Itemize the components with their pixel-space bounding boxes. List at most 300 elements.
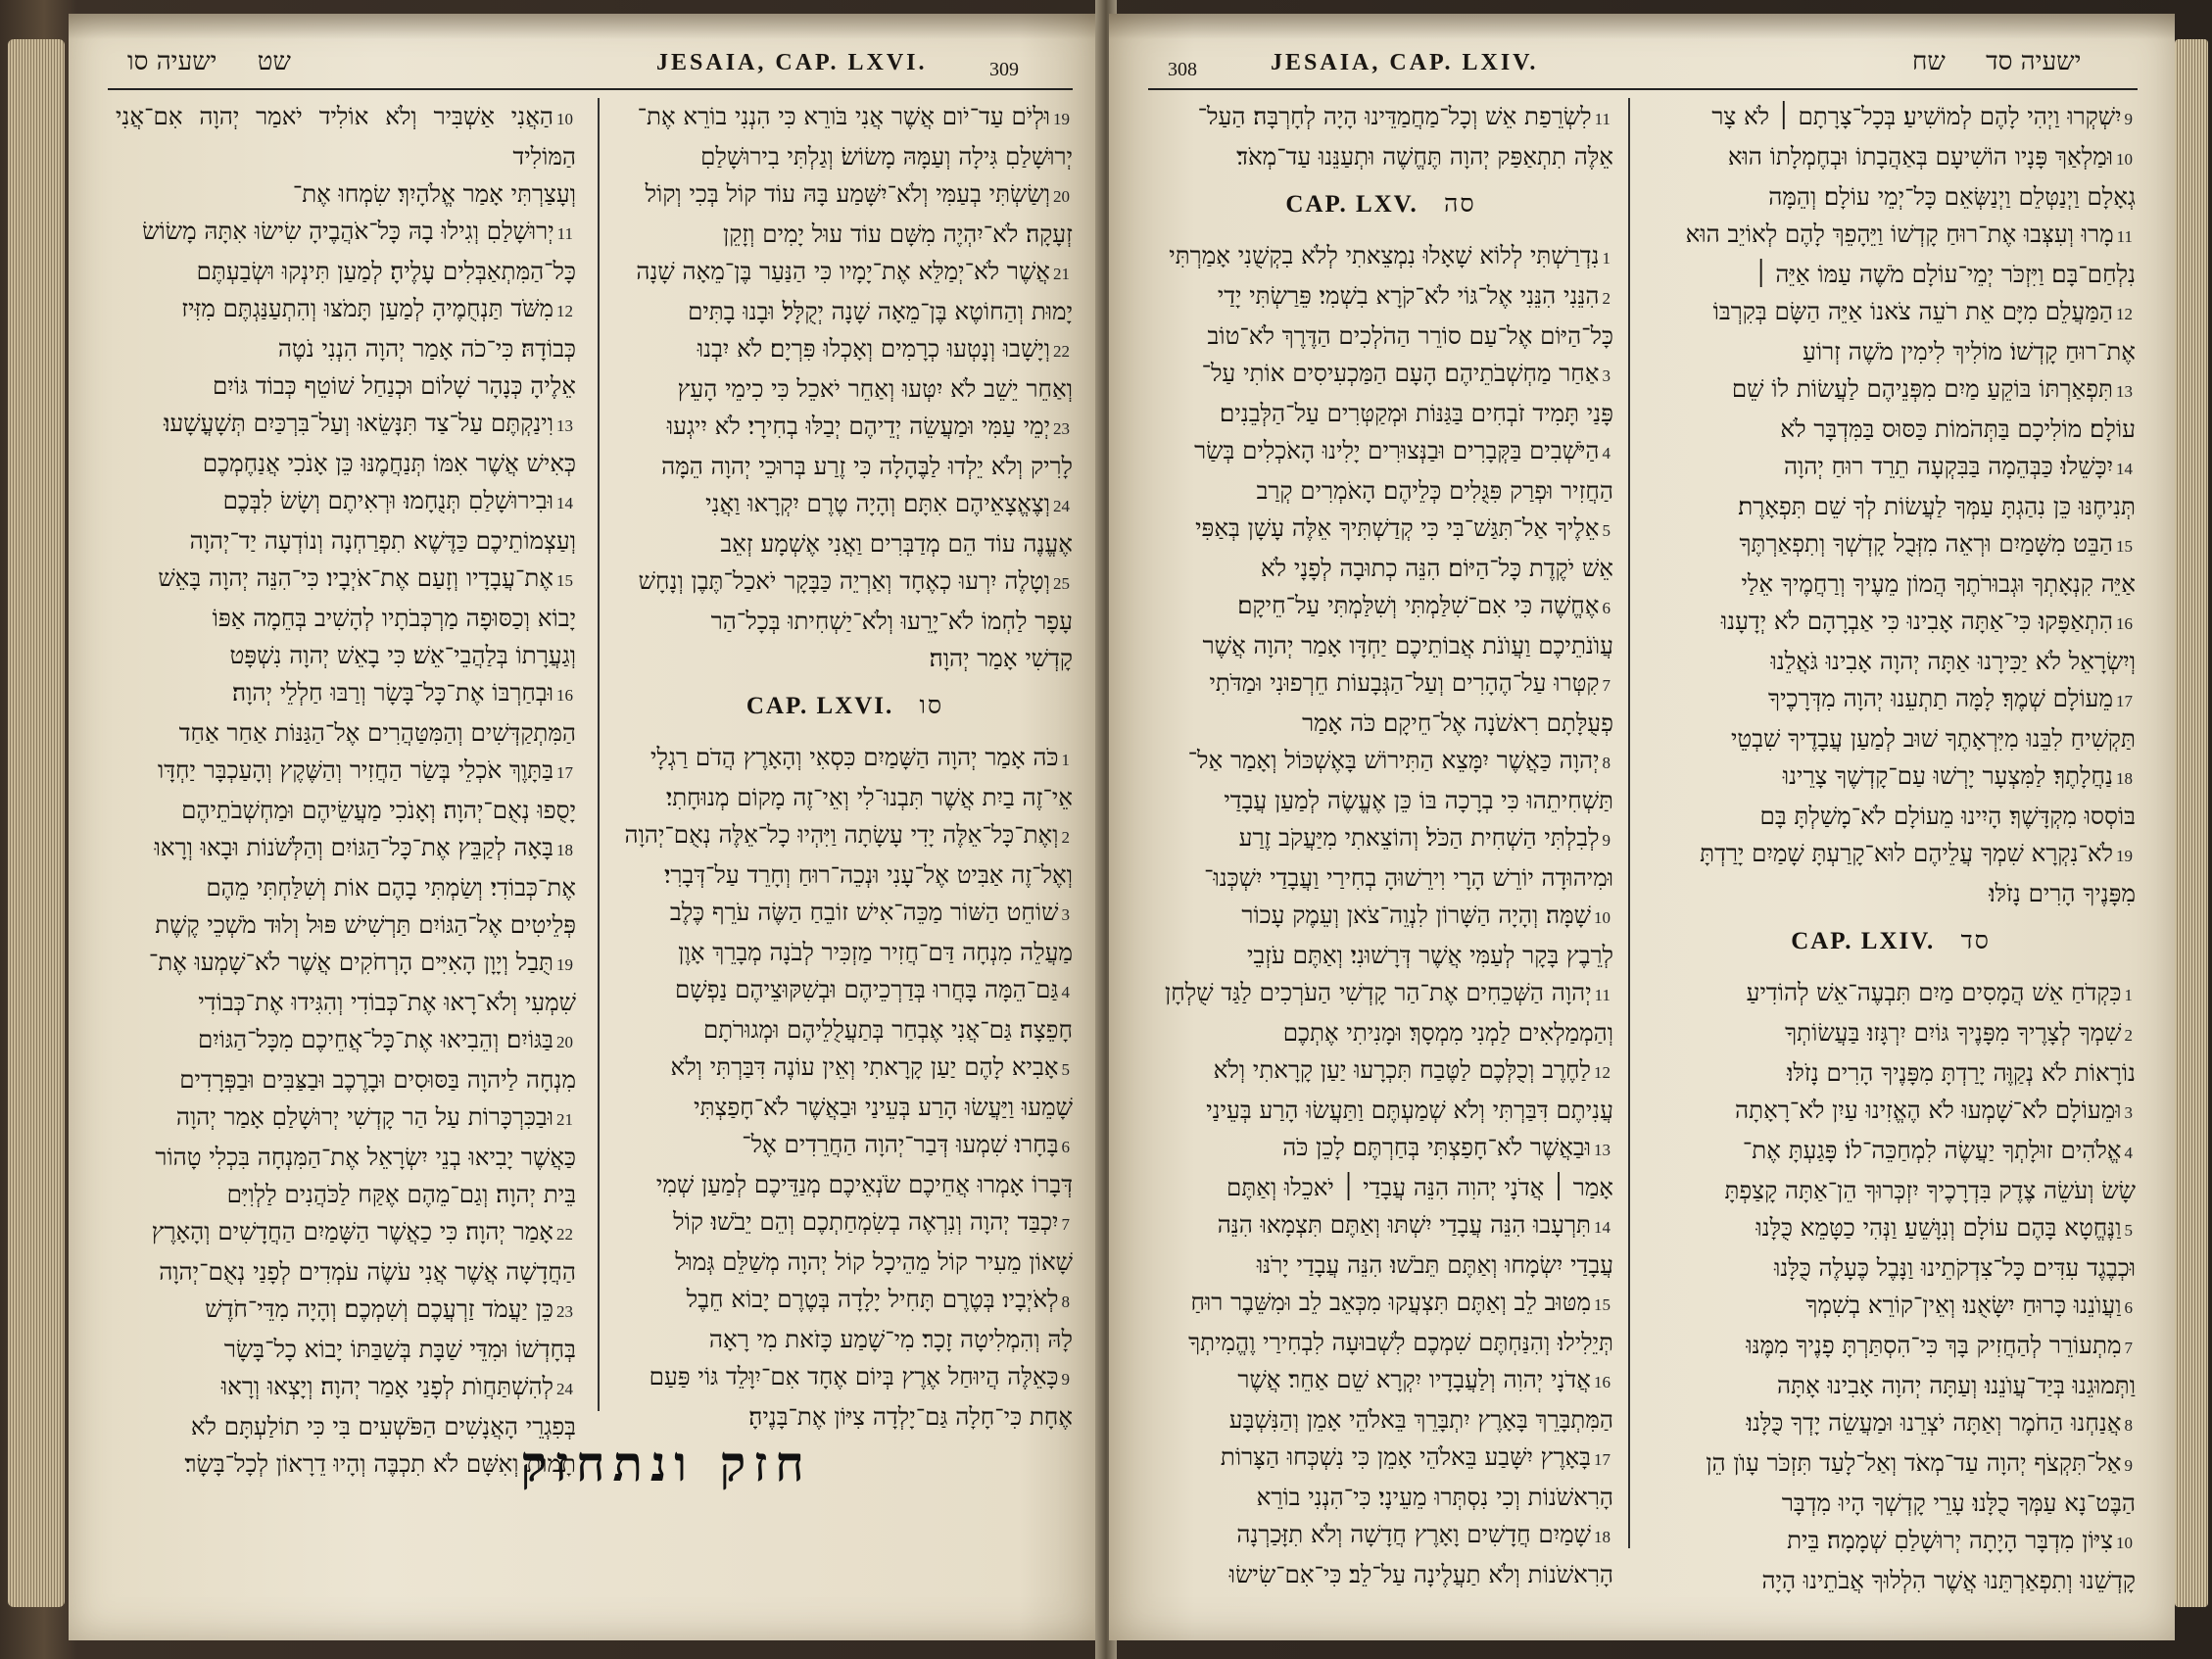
chapter-heading-latin: CAP. LXVI. (745, 693, 894, 719)
text-line (617, 138, 1073, 175)
text-line (116, 1368, 576, 1408)
line-text: וְאֶל־זֶה אַבִּיט אֶל־עָנִי וּנְכֵה־רוּחַ וְחָרֵד עַל־דְּבָרִי׃ (663, 860, 1073, 889)
text-line (1148, 1479, 1613, 1516)
text-line (1148, 1246, 1613, 1284)
text-line (1646, 1327, 2136, 1367)
verse-number: 16 (556, 686, 573, 705)
text-line (1148, 897, 1613, 937)
column-divider (598, 98, 600, 1411)
verse-number: 21 (556, 1110, 573, 1129)
right-page (1109, 14, 2175, 1640)
column-lines (1148, 237, 1613, 1593)
line-text: הָרִאשֹׁנוֹת וְלֹא תַעֲלֶינָה עַל־לֵב׃ כִּי־אִם־שִׂישׂוּ (1228, 1560, 1613, 1588)
text-line (1646, 1367, 2136, 1404)
line-text: יִכָּשֵׁלוּ׃ כַּבְּהֵמָה בַּבִּקְעָה תֵרֵד רוּחַ יְהוָה (1783, 452, 2113, 480)
line-text: וּמֵעוֹלָם לֹא־שָׁמְעוּ לֹא הֶאֱזִינוּ עַיִן לֹא־רָאָתָה (1735, 1096, 2122, 1124)
text-line (116, 522, 576, 560)
verse-number: 5 (1061, 1060, 1070, 1079)
verse-number: 14 (2116, 460, 2133, 478)
verse-number: 11 (1594, 110, 1611, 128)
verse-number: 3 (2124, 1103, 2133, 1122)
line-text: בּוֹסְסוּ מִקְדָּשֶׁךָ׃ הָיִינוּ מֵעוֹלָם לֹא־מָשַׁלְתָּ בָּם (1759, 802, 2136, 830)
text-line (1148, 277, 1613, 317)
line-text: כְּבוֹדָהּ׃ כִּי־כֹה אָמַר יְהוָה הִנְנִי נֹטֶה (277, 334, 576, 363)
text-line (1148, 317, 1613, 355)
line-text: הַחֲדָשָׁה אֲשֶׁר אֲנִי עֹשֶׂה עֹמְדִים לְפָנַי נְאֻם־יְהוָה (159, 1257, 576, 1286)
text-line (1148, 937, 1613, 974)
text-line (1646, 488, 2136, 525)
verse-number: 25 (1053, 574, 1070, 593)
text-line (1148, 432, 1613, 472)
text-line (116, 637, 576, 674)
text-line (116, 482, 576, 522)
text-line (617, 1166, 1073, 1203)
text-line (617, 739, 1073, 779)
text-line (1646, 1485, 2136, 1522)
verse-number: 5 (2124, 1221, 2133, 1240)
line-text: יָמוּת וְהַחוֹטֶא בֶּן־מֵאָה שָׁנָה יְקֻלָּל׃ וּבָנוּ בָתִּים (688, 297, 1073, 325)
line-text: שָׂשׂ וְעֹשֵׂה צֶדֶק בִּדְרָכֶיךָ יִזְכְּרוּךָ הֵן־אַתָּה קָצַפְתָּ (1724, 1176, 2136, 1204)
column-lines (1646, 98, 2136, 912)
text-line (1646, 1209, 2136, 1249)
line-text: לָהּ וְהִמְלִיטָה זָכָר׃ מִי־שָׁמַע כָּזֹאת מִי רָאָה (708, 1325, 1073, 1353)
verse-number: 10 (556, 110, 573, 128)
text-line (1646, 1132, 2136, 1172)
line-text: הִתְאַפָּקוּ׃ כִּי־אַתָּה אָבִינוּ כִּי אַבְרָהָם לֹא יְדָעָנוּ (1720, 607, 2113, 635)
text-line (116, 1445, 576, 1483)
text-line (116, 714, 576, 752)
verse-number: 9 (2124, 110, 2133, 128)
line-text: לַחֶרֶב וְכֻלְּכֶם לַטֶּבַח תִּכְרָעוּ יַעַן קָרָאתִי וְלֹא (1213, 1055, 1591, 1084)
text-line (1148, 472, 1613, 510)
line-text: נִדְרַשְׁתִּי לְלוֹא שָׁאָלוּ נִמְצֵאתִי לְלֹא בִקְשֻׁנִי אָמַרְתִּי (1169, 241, 1600, 269)
line-text: תַּקְשִׁיחַ לִבֵּנוּ מִיִּרְאָתֶךָ שׁוּב לְמַעַן עֲבָדֶיךָ שִׁבְטֵי (1730, 724, 2136, 753)
text-line (1148, 1324, 1613, 1361)
line-text: כִּקְדֹחַ אֵשׁ הֲמָסִים מַיִם תִּבְעֶה־אֵשׁ לְהוֹדִיעַ (1746, 978, 2122, 1006)
line-text: כֹּה אָמַר יְהוָה הַשָּׁמַיִם כִּסְאִי וְהָאָרֶץ הֲדֹם רַגְלָי (650, 743, 1059, 771)
text-line (1148, 819, 1613, 859)
line-text: מִנְחָה לַיהוָה בַּסּוּסִים וּבָרֶכֶב וּבַצַּבִּים וּבַפְּרָדִים (179, 1065, 576, 1094)
line-text: וּבִירוּשָׁלַםִ תְּנֻחָמוּ׃ וּרְאִיתֶם וְשָׂשׂ לִבְּכֶם (222, 486, 553, 514)
verse-number: 13 (2116, 382, 2133, 401)
line-text: אֶחֱשֶׁה כִּי אִם־שִׁלַּמְתִּי וְשִׁלַּמְתִּי עַל־חֵיקָם׃ (1237, 591, 1600, 619)
verse-number: 18 (1594, 1528, 1611, 1546)
column-lines (1148, 98, 1613, 175)
verse-number: 7 (2124, 1339, 2133, 1357)
line-text: שָׁמָּה׃ וְהָיָה הַשָּׁרוֹן לִנְוֵה־צֹאן וְעֵמֶק עָכוֹר (1241, 901, 1591, 929)
line-text: הַמִּתְבָּרֵךְ בָּאָרֶץ יִתְבָּרֵךְ בֵּאלֹהֵי אָמֵן וְהַנִּשְׁבָּע (1228, 1405, 1613, 1434)
line-text: הַאֲנִי אַשְׁבִּיר וְלֹא אוֹלִיד יֹאמַר יְהוָה אִם־אֲנִי הַמּוֹלִיד (116, 102, 576, 171)
chapter-heading-hebrew: סד (1960, 926, 1991, 954)
text-line (617, 1321, 1073, 1358)
text-line (116, 984, 576, 1021)
text-line (116, 1021, 576, 1061)
column-lines (617, 98, 1073, 677)
verse-number: 1 (2124, 986, 2133, 1004)
text-line (1646, 1249, 2136, 1287)
text-line (617, 1203, 1073, 1244)
text-line (116, 906, 576, 944)
line-text: גְאָלָם וַיְנַטְּלֵם וַיְנַשְּׂאֵם כָּל־יְמֵי עוֹלָם׃ וְהֵמָּה (1768, 182, 2136, 211)
text-line (1148, 664, 1613, 705)
line-text: מִתְעוֹרֵר לְהַחֲזִיק בָּךְ כִּי־הִסְתַּרְתָּ פָנֶיךָ מִמֶּנּוּ (1746, 1331, 2122, 1359)
line-text: דְּבָרוֹ אָמְרוּ אֲחֵיכֶם שֹׂנְאֵיכֶם מְנַדֵּיכֶם לְמַעַן שְׁמִי (655, 1170, 1073, 1198)
page-top-shadow (69, 14, 1102, 39)
text-line (1646, 216, 2136, 256)
line-text: נוֹרָאוֹת לֹא נְקַוֶּה יָרַדְתָּ מִפָּנֶיךָ הָרִים נָזֹלּוּ׃ (1787, 1058, 2136, 1087)
line-text: אַחַר מַחְשְׁבֹתֵיהֶם׃ הָעָם הַמַּכְעִיסִים אוֹתִי עַל־ (1201, 359, 1600, 387)
text-line (116, 1213, 576, 1253)
line-text: לִשְׂרֵפַת אֵשׁ וְכָל־מַחֲמַדֵּינוּ הָיָה לְחָרְבָּה׃ הַעַל־ (1197, 102, 1592, 130)
line-text: וּמַלְאַךְ פָּנָיו הוֹשִׁיעָם בְּאַהֲבָתוֹ וּבְחֶמְלָתוֹ הוּא (1727, 142, 2113, 171)
column-lines (116, 98, 576, 1483)
header-rule (108, 88, 1073, 90)
text-line (617, 408, 1073, 448)
text-line (1646, 1172, 2136, 1209)
chapter-heading (617, 687, 1073, 725)
line-text: קִטְּרוּ עַל־הֶהָרִים וְעַל־הַגְּבָעוֹת חֵרְפוּנִי וּמַדֹּתִי (1209, 668, 1600, 697)
text-line (1646, 1054, 2136, 1092)
line-text: צִיּוֹן מִדְבָּר הָיָתָה יְרוּשָׁלַםִ שְׁמָמָה׃ בֵּית (1787, 1526, 2113, 1554)
line-text: וְשַׂשְׂתִּי בְעַמִּי וְלֹא־יִשָּׁמַע בָּהּ עוֹד קוֹל בְּכִי וְקוֹל (645, 179, 1050, 208)
line-text: תִּפְאַרְתּוֹ בּוֹקֵעַ מַיִם מִפְּנֵיהֶם לַעֲשׂוֹת לוֹ שֵׁם (1731, 374, 2113, 403)
line-text: תֻּבַל וְיָוָן הָאִיִּים הָרְחֹקִים אֲשֶׁר לֹא־שָׁמְעוּ אֶת־ (148, 948, 553, 976)
text-column-right (617, 98, 1073, 1431)
line-text: אָמַר ׀ אֲדֹנָי יְהוִה הִנֵּה עֲבָדַי ׀ יֹאכֵלוּ וְאַתֶּם (1226, 1173, 1613, 1201)
verse-number: 17 (556, 763, 573, 782)
line-text: זְעָקָה׃ לֹא־יִהְיֶה מִשָּׁם עוֹד עוּל יָמִים וְזָקֵן (723, 220, 1073, 248)
text-line (1646, 974, 2136, 1014)
line-text: יְמֵי עַמִּי וּמַעֲשֵׂה יְדֵיהֶם יְבַלּוּ בְחִירָי׃ לֹא יִיגְעוּ (666, 412, 1050, 440)
verse-number: 6 (2124, 1298, 2133, 1317)
line-text: אָמַר יְהוָה׃ כִּי כַאֲשֶׁר הַשָּׁמַיִם הַחֲדָשִׁים וְהָאָרֶץ (151, 1217, 553, 1245)
column-lines (617, 739, 1073, 1436)
verse-number: 1 (1061, 751, 1070, 769)
line-text: יִשְׁקְרוּ וַיְהִי לָהֶם לְמוֹשִׁיעַ׃ בְּכָל־צָרָתָם ׀ לֹא צָר (1711, 102, 2122, 130)
text-line (116, 367, 576, 405)
text-line (116, 829, 576, 869)
text-line (1148, 1361, 1613, 1401)
text-line (116, 600, 576, 637)
verse-number: 23 (1053, 419, 1070, 438)
verse-number: 10 (2116, 1534, 2133, 1552)
line-text: הַיֹּשְׁבִים בַּקְּבָרִים וּבַנְּצוּרִים יָלִינוּ הָאֹכְלִים בְּשַׂר (1194, 436, 1600, 464)
verse-number: 3 (1061, 905, 1070, 924)
text-line (1646, 1092, 2136, 1132)
text-line (617, 525, 1073, 562)
verse-number: 14 (556, 494, 573, 512)
line-text: וּכְבֶגֶד עִדִּים כָּל־צִדְקֹתֵינוּ וַנָּבֶל כֶּעָלֶה כֻּלָּנוּ (1774, 1253, 2136, 1282)
line-text: מָרוּ וְעִצְּבוּ אֶת־רוּחַ קָדְשׁוֹ וַיֵּהָפֵךְ לָהֶם לְאוֹיֵב הוּא (1685, 220, 2114, 248)
latin-book-title: JESAIA, CAP. LXVI. (656, 50, 928, 75)
line-text: עֲוֺנֹתֵיכֶם וַעֲוֺנֹת אֲבוֹתֵיכֶם יַחְדָּו אָמַר יְהוָה אֲשֶׁר (1202, 631, 1613, 659)
text-line (617, 1049, 1073, 1089)
text-line (617, 253, 1073, 293)
text-line (116, 98, 576, 175)
line-text: מֵעוֹלָם שְׁמֶךָ׃ לָמָּה תַתְעֵנוּ יְהוָה מִדְּרָכֶיךָ (1768, 684, 2113, 712)
line-text: תְּיֵלִילוּ׃ וְהִנַּחְתֶּם שִׁמְכֶם לִשְׁבוּעָה לִבְחִירַי וֶהֱמִיתְךָ (1188, 1328, 1613, 1356)
text-line (1646, 1522, 2136, 1562)
line-text: שָׁמֵעוּ וַיַּעֲשׂוּ הָרַע בְּעֵינַי וּבַאֲשֶׁר לֹא־חָפַצְתִּי (694, 1093, 1073, 1121)
text-line (1646, 720, 2136, 757)
text-line (1646, 603, 2136, 643)
line-text: אֵלֶיהָ כְּנָהָר שָׁלוֹם וּכְנַחַל שׁוֹטֵף כְּבוֹד גּוֹיִם (212, 371, 576, 400)
verse-number: 19 (1053, 110, 1070, 128)
text-line (617, 562, 1073, 603)
line-text: אֲשֶׁר לֹא־יְמַלֵּא אֶת־יָמָיו כִּי הַנַּעַר בֶּן־מֵאָה שָׁנָה (636, 257, 1050, 285)
text-line (1148, 974, 1613, 1014)
verse-number: 18 (556, 841, 573, 859)
verse-number: 22 (556, 1225, 573, 1244)
text-line (116, 1291, 576, 1331)
line-text: קָדְשִׁי אָמַר יְהוָה׃ (929, 644, 1073, 672)
text-line (617, 779, 1073, 816)
verse-number: 22 (1053, 342, 1070, 361)
text-line (1646, 798, 2136, 835)
line-text: שִׁמְעִי וְלֹא־רָאוּ אֶת־כְּבוֹדִי וְהִגִּידוּ אֶת־כְּבוֹדִי (198, 988, 576, 1016)
line-text: וְעַצְמוֹתֵיכֶם כַּדֶּשֶׁא תִפְרַחְנָה וְנוֹדְעָה יַד־יְהוָה (189, 526, 576, 555)
line-text: הַמִּתְקַדְּשִׁים וְהַמִּטַּהֲרִים אֶל־הַגַּנּוֹת אַחַר אַחַד (178, 718, 576, 747)
line-text: וְאַחֵר יֵשֵׁב לֹא יִטְּעוּ וְאַחֵר יֹאכֵל כִּי כִימֵי הָעֵץ (677, 374, 1073, 403)
verse-number: 2 (2124, 1026, 2133, 1045)
hebrew-book-title: ישעיה סו (127, 47, 217, 76)
verse-number: 23 (556, 1302, 573, 1321)
line-text: בָּאָה לְקַבֵּץ אֶת־כָּל־הַגּוֹיִם וְהַלְּשֹׁנוֹת וּבָאוּ וְרָאוּ (154, 833, 553, 861)
text-line (1148, 138, 1613, 175)
text-line (1148, 98, 1613, 138)
text-line (617, 971, 1073, 1011)
line-text: לֹא־נִקְרָא שִׁמְךָ עֲלֵיהֶם לוּא־קָרַעְתָּ שָׁמַיִם יָרַדְתָּ (1700, 839, 2113, 867)
line-text: שָׁאוֹן מֵעִיר קוֹל מֵהֵיכָל קוֹל יְהוָה מְשַׁלֵּם גְּמוּל (675, 1247, 1073, 1276)
line-text: כָּל־הַיּוֹם אֶל־עַם סוֹרֵר הַהֹלְכִים הַדֶּרֶךְ לֹא־טוֹב (1207, 321, 1613, 350)
text-line (1646, 138, 2136, 178)
text-line (1646, 98, 2136, 138)
line-text: נִלְחַם־בָּם׃ וַיִּזְכֹּר יְמֵי־עוֹלָם מֹשֶׁה עַמּוֹ אַיֵּה ׀ (1754, 260, 2136, 288)
line-text: אֲדֹנָי יְהוִה וְלַעֲבָדָיו יִקְרָא שֵׁם אַחֵר׃ אֲשֶׁר (1237, 1365, 1591, 1393)
text-line (116, 445, 576, 482)
verse-number: 12 (2116, 305, 2133, 323)
line-text: לְהִשְׁתַּחֲוֺת לְפָנַי אָמַר יְהוָה׃ וְיָצְאוּ וְרָאוּ (220, 1372, 553, 1400)
verse-number: 11 (2116, 227, 2133, 246)
text-line (1148, 859, 1613, 897)
line-text: אַיֵּה קִנְאָתְךָ וּגְבוּרֹתֶךָ הֲמוֹן מֵעֶיךָ וְרַחֲמֶיךָ אֵלַי (1741, 569, 2136, 598)
text-line (1646, 370, 2136, 411)
verse-number: 4 (1061, 983, 1070, 1001)
line-text: וּבְחַרְבּוֹ אֶת־כָּל־בָּשָׂר וְרַבּוּ חַלְלֵי יְהוָה׃ (232, 678, 553, 707)
line-text: וַעֲוֺנֵנוּ כָּרוּחַ יִשָּׂאֻנוּ׃ וְאֵין־קוֹרֵא בְשִׁמְךָ (1805, 1291, 2122, 1319)
line-text: וְטָלֶה יִרְעוּ כְאֶחָד וְאַרְיֵה כַּבָּקָר יֹאכַל־תֶּבֶן וְנָחָשׁ (638, 566, 1050, 595)
text-line (116, 1098, 576, 1139)
text-column-left (116, 98, 576, 1478)
line-text: יָסֻפוּ נְאֻם־יְהוָה׃ וְאָנֹכִי מַעֲשֵׂיהֶם וּמַחְשְׁבֹתֵיהֶם (181, 796, 576, 824)
text-line (617, 934, 1073, 971)
verse-number: 17 (1594, 1450, 1611, 1469)
chapter-heading (1148, 185, 1613, 223)
header-rule (1148, 88, 2138, 90)
line-text: כָּל־הַמִּתְאַבְּלִים עָלֶיהָ׃ לְמַעַן תִּינְקוּ וּשְׂבַעְתֶּם (196, 257, 576, 285)
line-text: כַּאֲשֶׁר יָבִיאוּ בְנֵי יִשְׂרָאֵל אֶת־הַמִּנְחָה בִּכְלִי טָהוֹר (155, 1143, 576, 1171)
text-line (1148, 1284, 1613, 1324)
line-text: לְרֵבֶץ בָּקָר לְעַמִּי אֲשֶׁר דְּרָשׁוּנִי׃ וְאַתֶּם עֹזְבֵי (1246, 941, 1613, 969)
text-line (116, 944, 576, 984)
text-line (617, 640, 1073, 677)
text-line (1148, 1014, 1613, 1051)
text-line (617, 1358, 1073, 1398)
text-column-left (1148, 98, 1613, 1588)
text-line (116, 405, 576, 445)
verse-number: 9 (1061, 1370, 1070, 1389)
text-line (617, 293, 1073, 330)
line-text: פְּלֵיטִים אֶל־הַגּוֹיִם תַּרְשִׁישׁ פּוּל וְלוּד מֹשְׁכֵי קֶשֶׁת (155, 910, 576, 939)
text-line (116, 869, 576, 906)
text-line (116, 213, 576, 253)
line-text: יְהוָה כַּאֲשֶׁר יִמָּצֵא הַתִּירוֹשׁ בָּאֶשְׁכּוֹל וְאָמַר אַל־ (1187, 746, 1600, 774)
line-text: יְרוּשָׁלַםִ גִּילָה וְעַמָּהּ מָשׂוֹשׂ׃ וְגַלְתִּי בִירוּשָׁלַםִ (700, 142, 1073, 171)
running-head-latin (656, 47, 928, 86)
text-line (1148, 1556, 1613, 1593)
text-line (116, 1253, 576, 1291)
running-head-hebrew (127, 47, 291, 86)
verse-number: 6 (1061, 1138, 1070, 1156)
text-line (116, 1331, 576, 1368)
text-line (1148, 742, 1613, 782)
line-text: אֶת־רוּחַ קָדְשׁוֹ׃ מוֹלִיךְ לִימִין מֹשֶׁה זְרוֹעַ (1802, 337, 2136, 366)
verse-number: 1 (1602, 249, 1611, 268)
text-line (617, 1244, 1073, 1281)
text-line (617, 856, 1073, 894)
verse-number: 20 (556, 1033, 573, 1051)
line-text: לָרִיק וְלֹא יֵלְדוּ לַבֶּהָלָה כִּי זֶרַע בְּרוּכֵי יְהוָה הֵמָּה (661, 452, 1073, 480)
verse-number: 7 (1602, 676, 1611, 695)
text-line (617, 603, 1073, 640)
running-head-hebrew (1912, 47, 2081, 86)
verse-number: 10 (2116, 150, 2133, 169)
verse-number: 8 (2124, 1416, 2133, 1435)
text-line (1646, 565, 2136, 603)
text-line (1148, 510, 1613, 550)
verse-number: 24 (556, 1380, 573, 1398)
verse-number: 12 (1594, 1063, 1611, 1082)
text-line (1646, 680, 2136, 720)
text-line (617, 1281, 1073, 1321)
text-line (116, 1061, 576, 1098)
text-line (116, 330, 576, 367)
line-text: גַּם־הֵמָּה בָּחֲרוּ בְּדַרְכֵיהֶם וּבְשִׁקּוּצֵיהֶם נַפְשָׁם (674, 975, 1059, 1003)
line-text: וְיָשָׁבוּ וְנָטְעוּ כְרָמִים וְאָכְלוּ פִּרְיָם׃ לֹא יִבְנוּ (697, 334, 1050, 363)
line-text: מִפָּנֶיךָ הָרִים נָזֹלּוּ׃ (1989, 879, 2136, 907)
line-text: וִינַקְתֶּם עַל־צַד תִּנָּשֵׂאוּ וְעַל־בִּרְכַּיִם תְּשָׁעֳשָׁעוּ׃ (164, 409, 553, 437)
line-text: מִטּוּב לֵב וְאַתֶּם תִּצְעֲקוּ מִכְּאֵב לֵב וּמִשֵּׁבֶר רוּחַ (1190, 1288, 1591, 1316)
line-text: אֵשׁ יֹקֶדֶת כָּל־הַיּוֹם׃ הִנֵּה כְתוּבָה לְפָנָי לֹא (1260, 554, 1613, 582)
line-text: בַּתָּוֶךְ אֹכְלֵי בְּשַׂר הַחֲזִיר וְהַשֶּׁקֶץ וְהָעַכְבָּר יַחְדָּו (157, 756, 553, 784)
verse-number: 16 (1594, 1373, 1611, 1391)
verse-number: 11 (1594, 986, 1611, 1004)
line-text: אֲנַחְנוּ הַחֹמֶר וְאַתָּה יֹצְרֵנוּ וּמַעֲשֵׂה יָדְךָ כֻּלָּנוּ׃ (1746, 1408, 2122, 1437)
line-text: וּבַאֲשֶׁר לֹא־חָפַצְתִּי בְּחַרְתֶּם׃ לָכֵן כֹּה (1282, 1133, 1591, 1161)
line-text: וַנֶּחֱטָא בָּהֶם עוֹלָם וְנִוָּשֵׁעַ׃ וַנְּהִי כַטָּמֵא כֻּלָּנוּ (1755, 1213, 2122, 1242)
line-text: וְצֶאֱצָאֵיהֶם אִתָּם׃ וְהָיָה טֶרֶם יִקְרָאוּ וַאֲנִי (705, 489, 1050, 517)
line-text: הַמַּעֲלֵם מִיָּם אֵת רֹעֵה צֹאנוֹ אַיֵּה הַשָּׂם בְּקִרְבּוֹ (1712, 297, 2113, 325)
line-text: עוֹלָם׃ מוֹלִיכָם בַּתְּהֹמוֹת כַּסּוּס בַּמִּדְבָּר לֹא (1780, 415, 2136, 443)
line-text: וּלְיֹם עַד־יֹום אֲשֶׁר אֲנִי בֹּורֵא כִּי הִנְנִי בוֹרֵא אֶת־ (637, 102, 1050, 130)
text-line (617, 370, 1073, 408)
text-line (1646, 875, 2136, 912)
text-line (1646, 643, 2136, 680)
text-line (617, 1089, 1073, 1126)
text-line (1148, 550, 1613, 587)
line-text: הָרִאשֹׁנוֹת וְכִי נִסְתְּרוּ מֵעֵינָי׃ כִּי־הִנְנִי בוֹרֵא (1256, 1483, 1613, 1511)
verse-number: 12 (556, 302, 573, 320)
page-number: 308 (1168, 59, 1197, 80)
line-text: אָבִיא לָהֶם יַעַן קָרָאתִי וְאֵין עוֹנֶה דִּבַּרְתִּי וְלֹא (670, 1052, 1059, 1081)
text-column-right (1646, 98, 2136, 1594)
text-line (1148, 1439, 1613, 1479)
line-text: וְיִשְׂרָאֵל לֹא יַכִּירָנוּ אַתָּה יְהוָה אָבִינוּ גֹּאֲלֵנוּ (1770, 647, 2136, 675)
text-line (1646, 1562, 2136, 1599)
text-line (1148, 587, 1613, 627)
chapter-heading-hebrew: סו (919, 691, 944, 719)
text-line (1148, 355, 1613, 395)
line-text: עֲנִיתֶם דִּבַּרְתִּי וְלֹא שְׁמַעְתֶּם וַתַּעֲשׂוּ הָרַע בְּעֵינַי (1206, 1096, 1613, 1124)
line-text: שָׁמַיִם חֲדָשִׁים וָאָרֶץ חֲדָשָׁה וְלֹא תִזָּכַרְנָה (1236, 1520, 1591, 1548)
line-text: שׁוֹחֵט הַשּׁוֹר מַכֵּה־אִישׁ זוֹבֵחַ הַשֶּׂה עֹרֵף כֶּלֶב (669, 898, 1059, 926)
line-text: בָּחָרוּ׃ שִׁמְעוּ דְּבַר־יְהוָה הַחֲרֵדִים אֶל־ (742, 1130, 1059, 1158)
line-text: נַחֲלָתֶךָ׃ לַמִּצְעָר יָרְשׁוּ עַם־קָדְשֶׁךָ צָרֵינוּ (1782, 761, 2113, 790)
text-line (116, 1408, 576, 1445)
page-edges-right (2175, 39, 2208, 1607)
verse-number: 18 (2116, 769, 2133, 788)
text-line (1148, 237, 1613, 277)
chapter-heading-latin: CAP. LXV. (1285, 191, 1419, 218)
running-head-latin (1271, 47, 1538, 86)
line-text: וּבַכִּרְכָּרוֹת עַל הַר קָדְשִׁי יְרוּשָׁלַםִ אָמַר יְהוָה (175, 1102, 553, 1131)
line-text: אֵלֶּה תִתְאַפַּק יְהוָה תֶּחֱשֶׁה וּתְעַנֵּנוּ עַד־מְאֹד׃ (1236, 142, 1613, 171)
verse-number: 5 (1602, 521, 1611, 540)
text-line (617, 1011, 1073, 1049)
text-line (1148, 1129, 1613, 1169)
text-line (116, 253, 576, 290)
text-line (1646, 1014, 2136, 1054)
text-line (1148, 395, 1613, 432)
text-line (1148, 1051, 1613, 1092)
text-line (1646, 256, 2136, 293)
line-text: מִשֹּׁד תַּנְחֻמֶיהָ לְמַעַן תָּמֹצּוּ וְהִתְעַנַּגְתֶּם מִזִּיז (181, 294, 553, 322)
line-text: יָבוֹא וְכַסּוּפָה מַרְכְּבֹתָיו לְהָשִׁיב בְּחֵמָה אַפּוֹ (212, 604, 576, 632)
verse-number: 6 (1602, 599, 1611, 617)
hebrew-book-title: ישעיה סד (1986, 47, 2082, 76)
text-line (1148, 782, 1613, 819)
verse-number: 8 (1602, 754, 1611, 772)
verse-number: 7 (1061, 1215, 1070, 1234)
verse-number: 9 (2124, 1456, 2133, 1475)
text-line (116, 175, 576, 213)
text-line (617, 98, 1073, 138)
chapter-heading-hebrew: סה (1444, 189, 1476, 218)
text-line (1646, 835, 2136, 875)
line-text: תְּנִיחֶנּוּ כֵּן נִהַגְתָּ עַמְּךָ לַעֲשׂוֹת לְךָ שֵׁם תִּפְאָרֶת׃ (1738, 492, 2136, 520)
text-line (617, 175, 1073, 216)
text-line (1148, 705, 1613, 742)
text-line (617, 485, 1073, 525)
line-text: לְבִלְתִּי הַשְׁחִית הַכֹּל׃ וְהוֹצֵאתִי מִיַּעֲקֹב זֶרַע (1238, 823, 1600, 852)
text-line (116, 1176, 576, 1213)
verse-number: 19 (556, 955, 573, 974)
verse-number: 21 (1053, 265, 1070, 283)
line-text: אֱלֹהִים זוּלָתְךָ יַעֲשֶׂה לִמְחַכֵּה־לוֹ׃ פָּגַעְתָּ אֶת־ (1742, 1136, 2122, 1164)
text-line (1148, 627, 1613, 664)
page-top-shadow (1109, 14, 2175, 39)
line-text: תָמוּת וְאִשָּׁם לֹא תִכְבֶּה וְהָיוּ דֵרָאוֹן לְכָל־בָּשָׂר׃ (184, 1449, 576, 1478)
